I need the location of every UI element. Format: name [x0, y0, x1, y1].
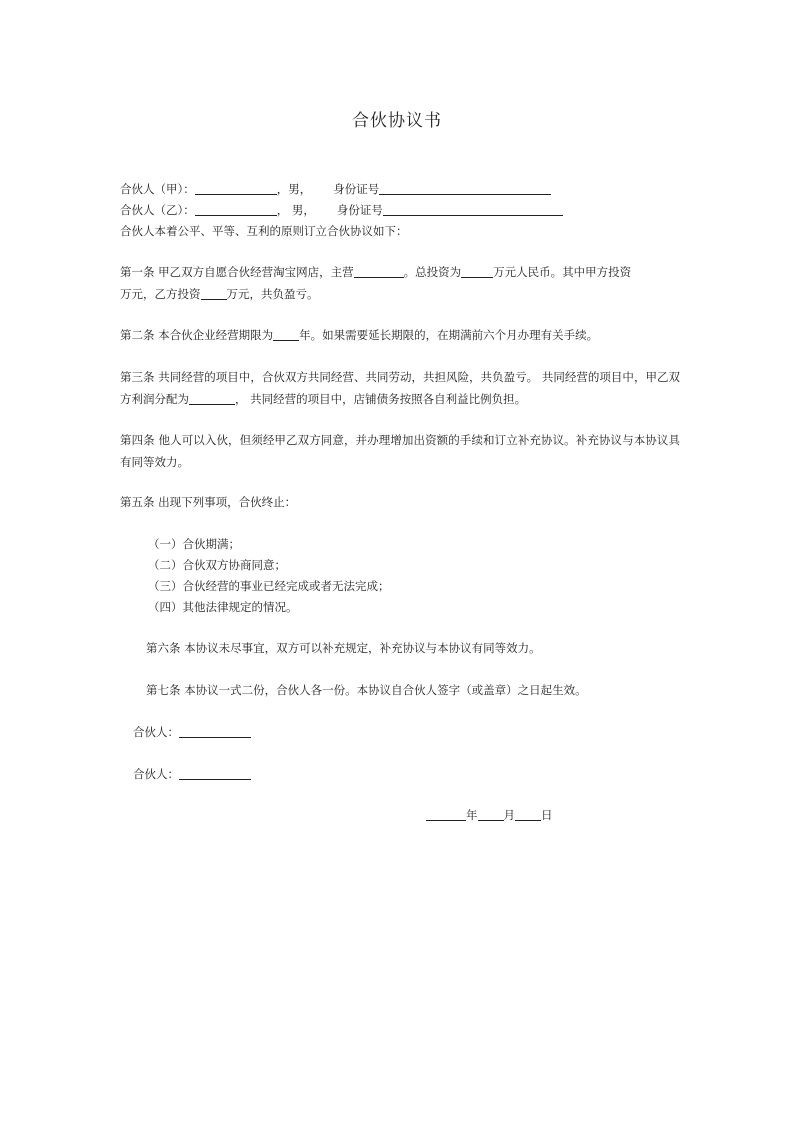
- partner-b-id-blank[interactable]: [383, 203, 563, 216]
- article-1-part-5: 万元，共负盈亏。: [226, 287, 319, 301]
- article-1: [120, 261, 680, 305]
- preamble: 合伙人本着公平、平等、互利的原则订立合伙协议如下：: [120, 224, 408, 238]
- signature-partner-1: [133, 724, 251, 740]
- article-1-part-1: 第一条 甲乙双方自愿合伙经营淘宝网店，主营: [120, 265, 354, 279]
- partner-a-label: 合伙人（甲）：: [120, 182, 195, 196]
- day-blank[interactable]: [515, 808, 541, 821]
- article-2-part-2: 年。如果需要延长期限的，在期满前六个月办理有关手续。: [299, 328, 599, 342]
- total-investment-blank[interactable]: [461, 265, 493, 278]
- article-5-item: （一）合伙期满；: [148, 537, 240, 551]
- year-label: 年: [466, 808, 478, 822]
- day-label: 日: [541, 808, 553, 822]
- partner-a-gender: ，男，: [276, 182, 312, 196]
- article-1-part-2: 。总投资为: [403, 265, 462, 279]
- b-investment-blank[interactable]: [201, 287, 227, 300]
- partner-b-line: [120, 202, 563, 218]
- signature-label-2: 合伙人：: [133, 767, 179, 781]
- partner-b-name-blank[interactable]: [195, 203, 277, 216]
- article-1-part-3: 万元人民币。其中甲方投资: [493, 265, 632, 279]
- article-4: 第四条 他人可以入伙，但须经甲乙双方同意，并办理增加出资额的手续和订立补充协议。补充协议与本协议具有同等效力。: [120, 433, 680, 469]
- month-label: 月: [503, 808, 515, 822]
- business-blank[interactable]: [354, 265, 404, 278]
- article-3-part-1: 第三条 共同经营的项目中，合伙双方共同经营、共同劳动，共担风险，共负盈亏。 共同经营的项目中，甲乙双方利润分配为: [120, 370, 680, 406]
- partner-a-id-blank[interactable]: [379, 182, 551, 195]
- article-2-part-1: 第二条 本合伙企业经营期限为: [120, 328, 274, 342]
- article-3: [120, 366, 680, 410]
- signature-label-1: 合伙人：: [133, 725, 179, 739]
- signature-blank-2[interactable]: [179, 767, 251, 780]
- partner-a-name-blank[interactable]: [195, 182, 277, 195]
- year-blank[interactable]: [426, 808, 466, 821]
- partner-b-label: 合伙人（乙）：: [120, 203, 195, 217]
- partner-b-gender: ， 男，: [276, 203, 315, 217]
- article-5: 第五条 出现下列事项，合伙终止：: [120, 495, 297, 509]
- signing-date: [426, 807, 553, 823]
- article-5-item: （四）其他法律规定的情况。: [148, 600, 298, 614]
- article-7: 第七条 本协议一式二份，合伙人各一份。本协议自合伙人签字（或盖章）之日起生效。: [146, 683, 587, 697]
- article-5-item: （三）合伙经营的事业已经完成或者无法完成；: [148, 579, 390, 593]
- article-6: 第六条 本协议未尽事宜，双方可以补充规定，补充协议与本协议有同等效力。: [146, 641, 541, 655]
- profit-split-blank[interactable]: [189, 392, 235, 405]
- partner-b-id-label: 身份证号: [336, 203, 383, 217]
- signature-partner-2: [133, 766, 251, 782]
- signature-blank-1[interactable]: [179, 725, 251, 738]
- article-2: [120, 324, 680, 346]
- article-3-part-2: ， 共同经营的项目中，店铺债务按照各自利益比例负担。: [235, 392, 527, 406]
- month-blank[interactable]: [478, 808, 504, 821]
- partner-a-id-label: 身份证号: [333, 182, 380, 196]
- article-5-item: （二）合伙双方协商同意；: [148, 558, 286, 572]
- term-years-blank[interactable]: [273, 328, 299, 341]
- partner-a-line: [120, 181, 551, 197]
- document-title: 合伙协议书: [352, 111, 442, 131]
- article-1-part-4: 万元，乙方投资: [120, 287, 201, 301]
